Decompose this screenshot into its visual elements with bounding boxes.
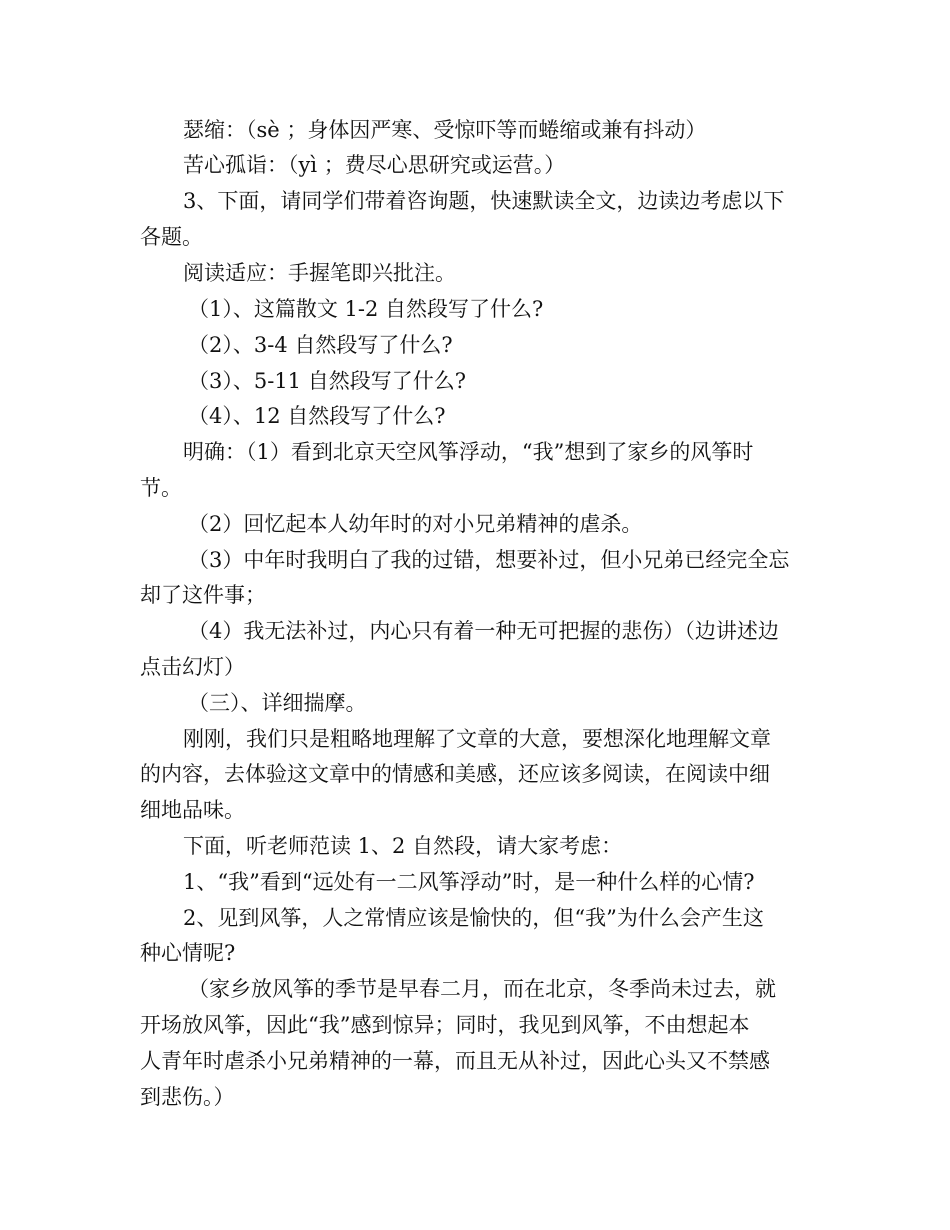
text-line: 人青年时虐杀小兄弟精神的一幕，而且无从补过，因此心头又不禁感 (140, 1049, 770, 1073)
text-line: 点击幻灯） (140, 655, 245, 679)
text-line: （4）我无法补过，内心只有着一种无可把握的悲伤）（边讲述边 (188, 619, 779, 643)
text-line: 1、“我”看到“远处有一二风筝浮动”时，是一种什么样的心情? (183, 870, 755, 894)
text-line: （2）、3-4 自然段写了什么? (188, 333, 453, 357)
text-line: 明确：（1）看到北京天空风筝浮动，“我”想到了家乡的风筝时 (183, 440, 754, 464)
text-line: 细地品味。 (140, 798, 245, 822)
text-line: （3）、5-11 自然段写了什么? (188, 369, 466, 393)
text-line: 开场放风筝，因此“我”感到惊异；同时，我见到风筝，不由想起本 (140, 1013, 750, 1037)
text-line: 种心情呢? (140, 941, 236, 965)
text-line: 苦心孤诣：（yì ；费尽心思研究或运营。） (183, 153, 566, 177)
text-line: （2）回忆起本人幼年时的对小兄弟精神的虐杀。 (188, 512, 643, 536)
text-line: 各题。 (140, 225, 203, 249)
text-line: 3、下面，请同学们带着咨询题，快速默读全文，边读边考虑以下 (183, 189, 785, 213)
text-line: 的内容，去体验这文章中的情感和美感，还应该多阅读，在阅读中细 (140, 762, 770, 786)
text-line: （3）中年时我明白了我的过错，想要补过，但小兄弟已经完全忘 (188, 548, 790, 572)
text-line: 2、见到风筝，人之常情应该是愉快的，但“我”为什么会产生这 (183, 906, 764, 930)
text-line: 阅读适应：手握笔即兴批注。 (183, 261, 456, 285)
text-line: （三）、详细揣摩。 (188, 691, 367, 715)
text-line: 下面，听老师范读 1、2 自然段，请大家考虑： (183, 834, 623, 858)
text-line: （1）、这篇散文 1-2 自然段写了什么? (188, 297, 544, 321)
text-line: （4）、12 自然段写了什么? (188, 404, 446, 428)
text-line: 却了这件事； (140, 583, 266, 607)
text-line: 刚刚，我们只是粗略地理解了文章的大意，要想深化地理解文章 (183, 727, 771, 751)
text-line: （家乡放风筝的季节是早春二月，而在北京，冬季尚未过去，就 (188, 977, 776, 1001)
text-line: 节。 (140, 476, 182, 500)
text-line: 到悲伤。） (140, 1085, 235, 1109)
text-line: 瑟缩：（sè ；身体因严寒、受惊吓等而蜷缩或兼有抖动） (183, 118, 707, 142)
